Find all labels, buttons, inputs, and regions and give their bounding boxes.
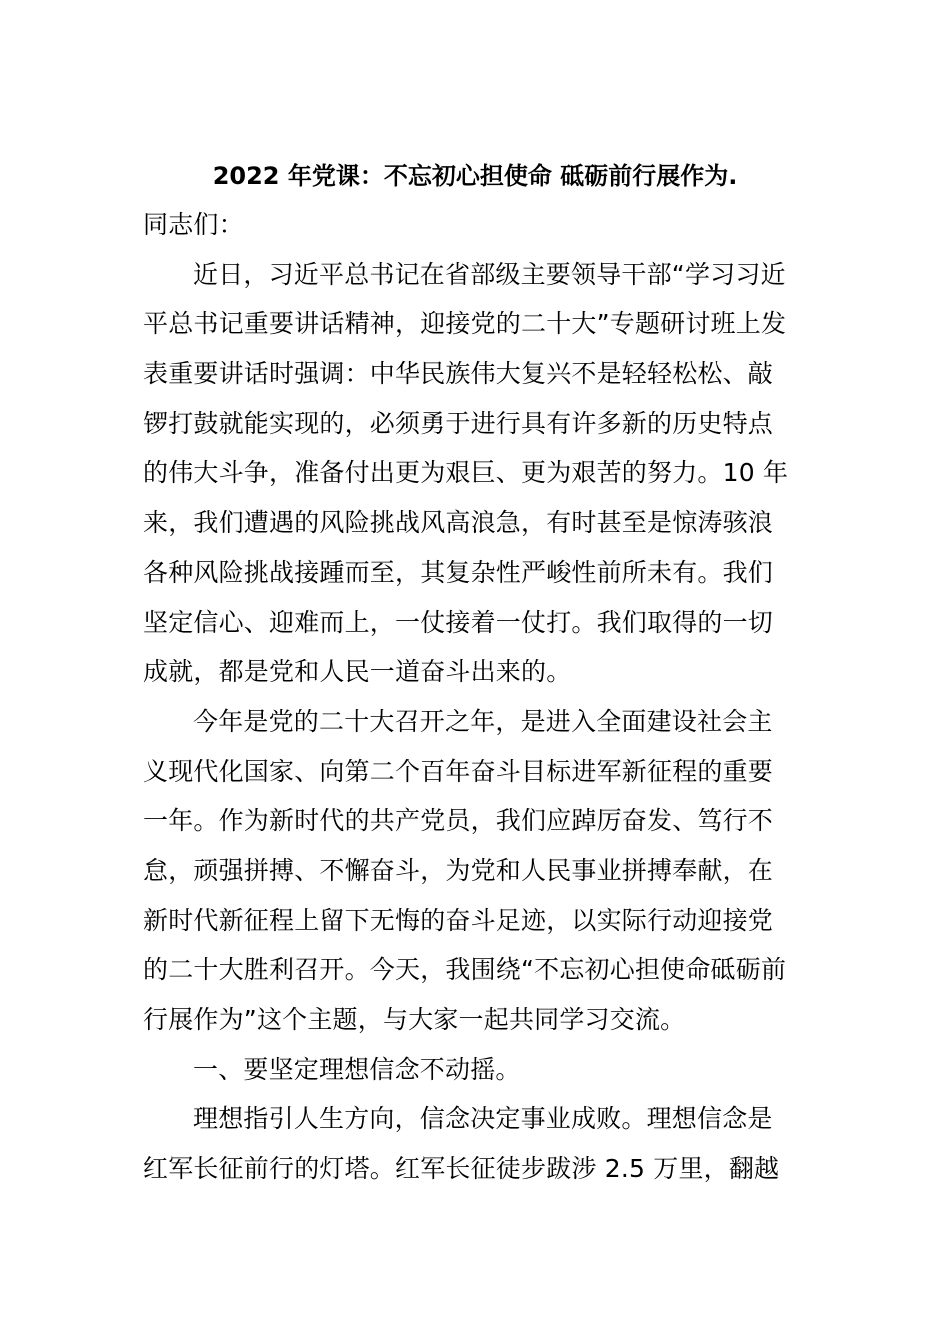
paragraph-2-line: 义现代化国家、向第二个百年奋斗目标进军新征程的重要 bbox=[143, 756, 774, 786]
paragraph-3-line: 红军长征前行的灯塔。红军长征徒步跋涉 2.5 万里，翻越 bbox=[143, 1154, 780, 1184]
paragraph-1-line: 锣打鼓就能实现的，必须勇于进行具有许多新的历史特点 bbox=[143, 408, 774, 438]
paragraph-2-line: 行展作为”这个主题，与大家一起共同学习交流。 bbox=[143, 1005, 686, 1034]
paragraph-1-line: 成就，都是党和人民一道奋斗出来的。 bbox=[143, 657, 572, 687]
paragraph-2-line: 的二十大胜利召开。今天，我围绕“不忘初心担使命砥砺前 bbox=[143, 955, 787, 985]
paragraph-2-line: 一年。作为新时代的共产党员，我们应踔厉奋发、笃行不 bbox=[143, 806, 774, 836]
paragraph-1-line: 坚定信心、迎难而上，一仗接着一仗打。我们取得的一切 bbox=[143, 607, 774, 637]
salutation-line: 同志们： bbox=[143, 210, 244, 239]
paragraph-1-line: 近日，习近平总书记在省部级主要领导干部“学习习近 bbox=[193, 259, 786, 289]
paragraph-1-line: 各种风险挑战接踵而至，其复杂性严峻性前所未有。我们 bbox=[143, 557, 774, 587]
paragraph-1-line: 来，我们遭遇的风险挑战风高浪急，有时甚至是惊涛骇浪 bbox=[143, 508, 774, 538]
document-body bbox=[143, 200, 813, 1194]
paragraph-1-line: 的伟大斗争，准备付出更为艰巨、更为艰苦的努力。10 年 bbox=[143, 458, 789, 488]
paragraph-2-line: 新时代新征程上留下无悔的奋斗足迹，以实际行动迎接党 bbox=[143, 905, 774, 935]
paragraph-3-line: 理想指引人生方向，信念决定事业成败。理想信念是 bbox=[193, 1104, 773, 1134]
paragraph-2-line: 今年是党的二十大召开之年，是进入全面建设社会主 bbox=[193, 706, 773, 736]
paragraph-1-line: 平总书记重要讲话精神，迎接党的二十大”专题研讨班上发 bbox=[143, 309, 787, 339]
document-title: 2022 年党课：不忘初心担使命 砥砺前行展作为. bbox=[212, 162, 738, 190]
paragraph-2-line: 怠，顽强拼搏、不懈奋斗，为党和人民事业拼搏奉献，在 bbox=[143, 855, 774, 885]
paragraph-1-line: 表重要讲话时强调：中华民族伟大复兴不是轻轻松松、敲 bbox=[143, 359, 774, 389]
section-heading: 一、要坚定理想信念不动摇。 bbox=[193, 1054, 521, 1084]
